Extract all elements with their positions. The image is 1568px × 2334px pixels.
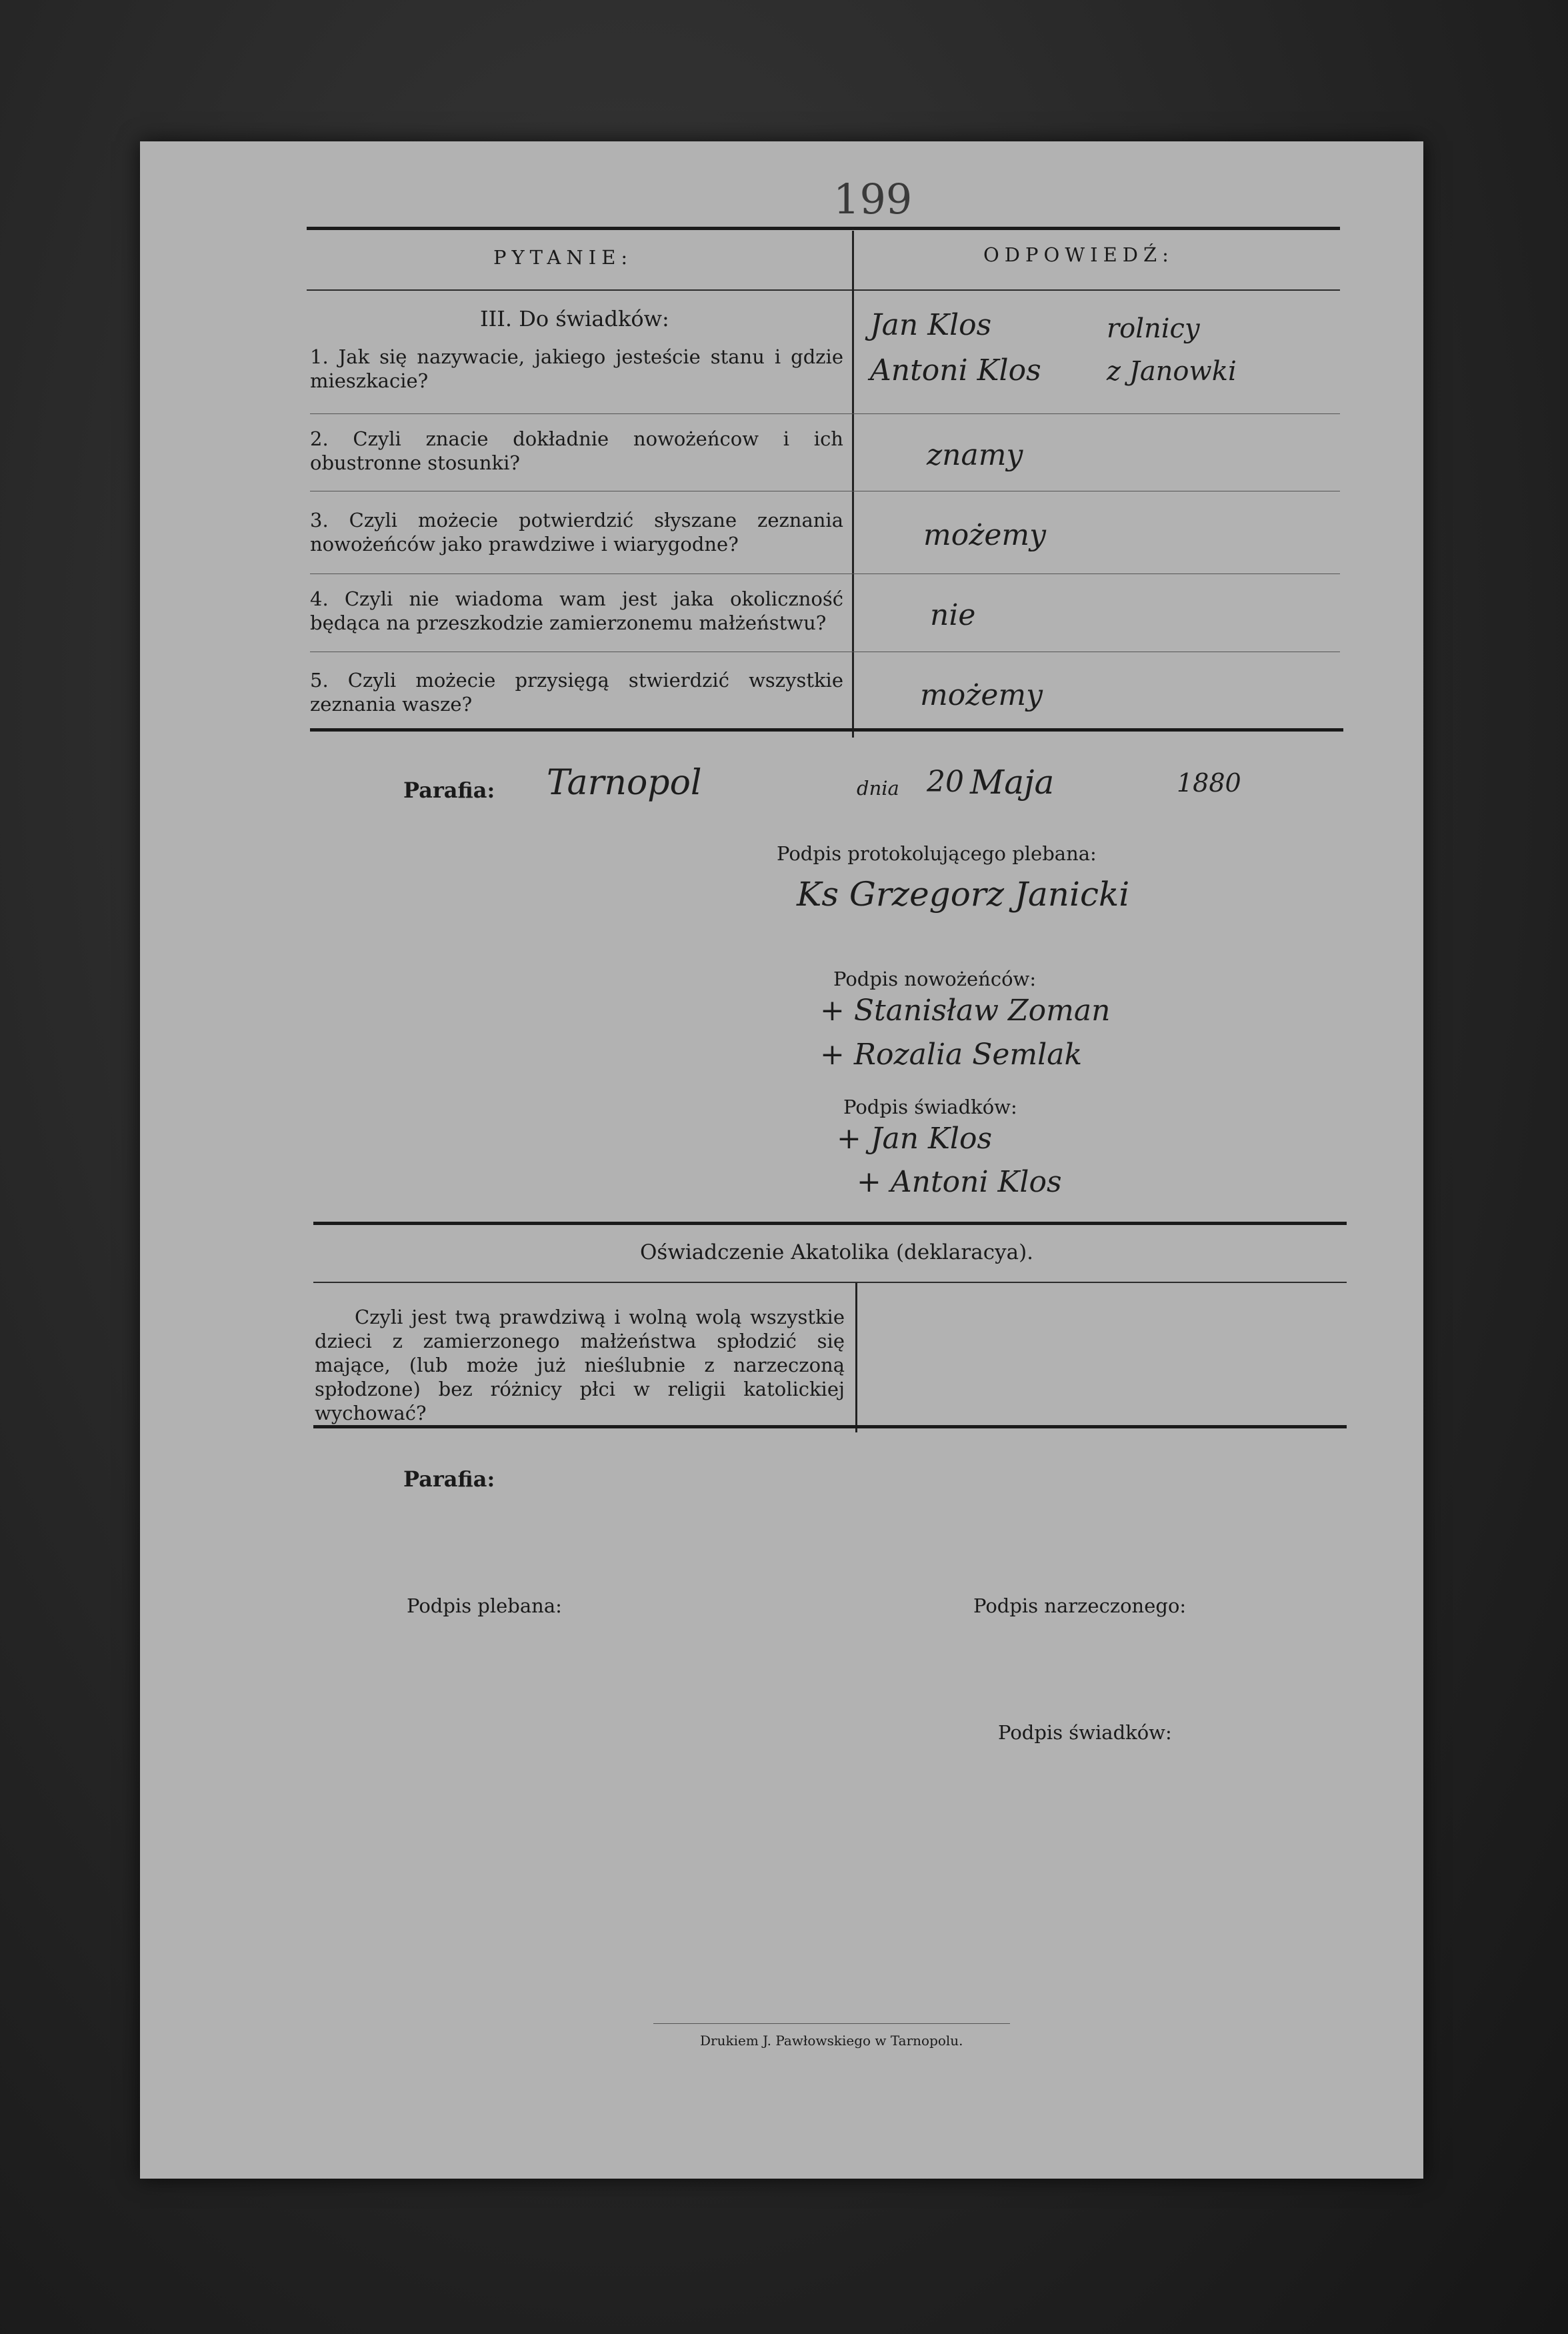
- column-divider: [852, 231, 854, 738]
- table-top-rule: [307, 227, 1340, 230]
- question-5: 5. Czyli możecie przysięgą stwierdzić wszystkie zeznania wasze?: [310, 669, 843, 716]
- question-column-header: PYTANIE:: [493, 246, 633, 269]
- question-2: 2. Czyli znacie dokładnie nowożeńcow i ich obustronne stosunki?: [310, 427, 843, 474]
- answer-3: możemy: [923, 518, 1047, 552]
- parish-label: Parafia:: [403, 778, 495, 803]
- answer-column-header: ODPOWIEDŹ:: [983, 243, 1174, 266]
- priest-signature-label: Podpis protokolującego plebana:: [777, 842, 1097, 865]
- bottom-priest-label: Podpis plebana:: [407, 1594, 562, 1617]
- bottom-parish-label: Parafia:: [403, 1466, 495, 1492]
- bottom-groom-label: Podpis narzeczonego:: [973, 1594, 1187, 1617]
- section-title: III. Do świadków:: [480, 306, 669, 331]
- newlywed-1-signature: + Stanisław Zoman: [820, 994, 1111, 1028]
- bottom-witnesses-label: Podpis świadków:: [998, 1721, 1172, 1744]
- answer-1-place: z Janowki: [1107, 356, 1237, 387]
- parish-value: Tarnopol: [547, 763, 702, 803]
- date-day: 20: [927, 765, 964, 799]
- header-rule: [307, 289, 1340, 291]
- answer-5: możemy: [920, 678, 1043, 712]
- date-prefix: dnia: [857, 777, 899, 800]
- row-rule: [310, 413, 1340, 414]
- newlywed-2-signature: + Rozalia Semlak: [820, 1038, 1083, 1072]
- newlyweds-signature-label: Podpis nowożeńców:: [833, 968, 1037, 990]
- declaration-column-divider: [855, 1283, 857, 1432]
- declaration-title: Oświadczenie Akatolika (deklaracya).: [640, 1240, 1034, 1264]
- date-month: Maja: [970, 763, 1055, 802]
- priest-signature: Ks Grzegorz Janicki: [797, 875, 1130, 914]
- table-bottom-rule: [310, 728, 1343, 732]
- declaration-question: Czyli jest twą prawdziwą i wolną wolą wszystkie dzieci z zamierzonego małżeństwa spłodzić się mające, (lub może już nieślubnie z narzeczoną spłodzone) bez różnicy płci w religii katolickiej wychować?: [315, 1306, 845, 1424]
- witness-2-signature: + Antoni Klos: [857, 1165, 1062, 1199]
- question-1: 1. Jak się nazywacie, jakiego jesteście stanu i gdzie mieszkacie?: [310, 345, 843, 392]
- answer-1-name1: Jan Klos: [870, 308, 992, 342]
- printer-imprint: Drukiem J. Pawłowskiego w Tarnopolu.: [700, 2033, 963, 2049]
- answer-4: nie: [930, 598, 976, 632]
- witness-1-signature: + Jan Klos: [837, 1122, 993, 1156]
- declaration-top-rule: [313, 1222, 1347, 1225]
- page-number: 199: [833, 175, 913, 223]
- footer-rule: [653, 2023, 1010, 2024]
- question-3: 3. Czyli możecie potwierdzić słyszane zeznania nowożeńców jako prawdziwe i wiarygodne?: [310, 509, 843, 555]
- witnesses-signature-label: Podpis świadków:: [843, 1096, 1017, 1118]
- answer-1-name2: Antoni Klos: [870, 353, 1041, 387]
- row-rule: [310, 573, 1340, 574]
- question-4: 4. Czyli nie wiadoma wam jest jaka okoliczność będąca na przeszkodzie zamierzonemu małżeństwu?: [310, 588, 843, 634]
- date-year: 1880: [1177, 768, 1241, 798]
- document-page: [140, 141, 1423, 2179]
- answer-2: znamy: [927, 438, 1023, 472]
- declaration-header-rule: [313, 1282, 1347, 1283]
- declaration-bottom-rule: [313, 1425, 1347, 1428]
- answer-1-status: rolnicy: [1107, 313, 1200, 344]
